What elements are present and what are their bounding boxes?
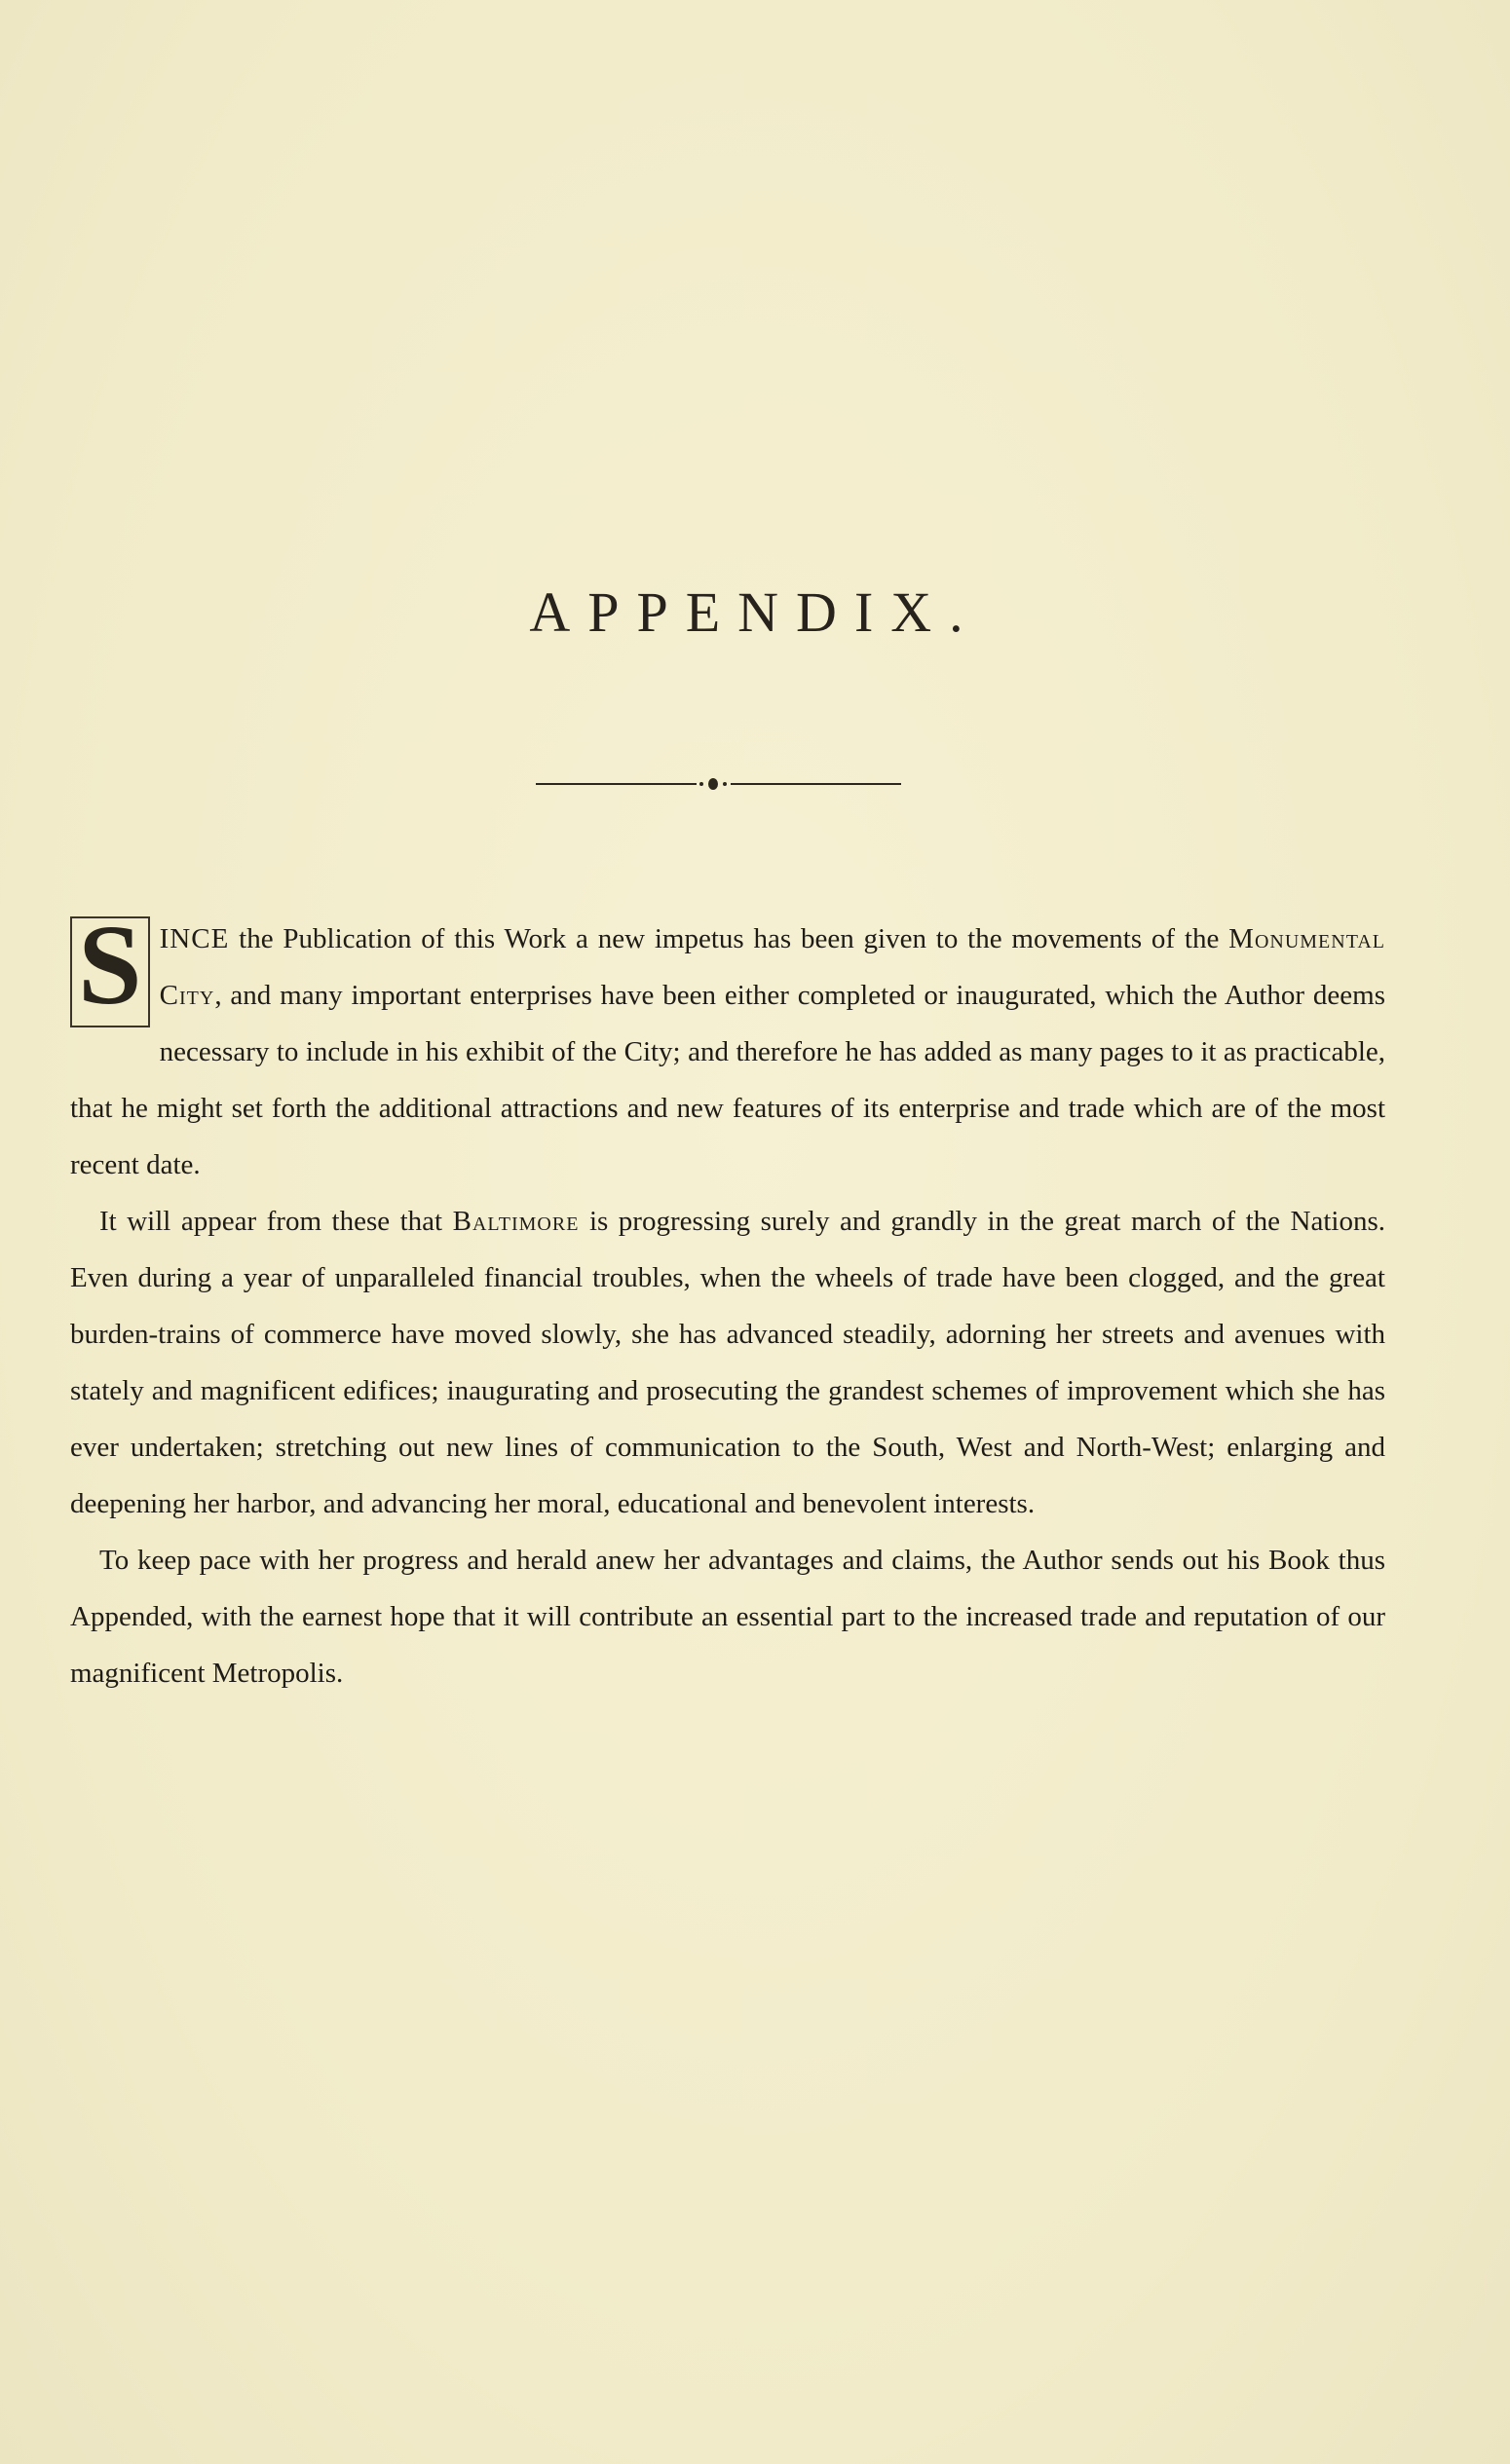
monumental-city-name: Monumental City (159, 923, 1385, 1011)
appendix-text (70, 901, 1386, 1701)
ornamental-rule (536, 769, 901, 799)
paragraph-2-text-a: It will appear from these that (99, 1206, 453, 1237)
paragraph-3 (70, 1532, 1385, 1701)
paragraph-1-text-b: , and many important enterprises have been either completed or inaugurated, which the Author deems necessary to include in his exhibit of the City; and therefore he has added as many pages to it as practicable, that he might set forth the additional attractions and new features of its enterprise and trade which are of the most recent date. (70, 980, 1385, 1180)
paragraph-2-text-b: is progressing surely and grandly in the great march of the Nations. Even during a year of unparalleled financial troubles, when the wheels of trade have been clogged, and the great burden-trains of commerce have moved slowly, she has advanced steadily, adorning her streets and avenues with stately and magnificent edifices; inaugurating and prosecuting the grandest schemes of improvement which she has ever undertaken; stretching out new lines of communication to the South, West and North-West; enlarging and deepening her harbor, and advancing her moral, educational and benevolent interests. (70, 1206, 1386, 1519)
drop-cap-letter: S (70, 916, 150, 1027)
paragraph-3-text: To keep pace with her progress and herald anew her advantages and claims, the Author sends out his Book thus Appended, with the earnest hope that it will contribute an essential part to the increased trade and reputation of our magnificent Metropolis. (70, 1545, 1385, 1689)
opening-word: INCE (159, 923, 230, 954)
paragraph-2 (70, 1193, 1385, 1532)
paragraph-1-text-a: the Publication of this Work a new impetus has been given to the movements of the (229, 923, 1229, 954)
page-title: APPENDIX. (529, 580, 981, 644)
city-name: Baltimore (452, 1206, 580, 1237)
paragraph-1 (70, 901, 1385, 1193)
